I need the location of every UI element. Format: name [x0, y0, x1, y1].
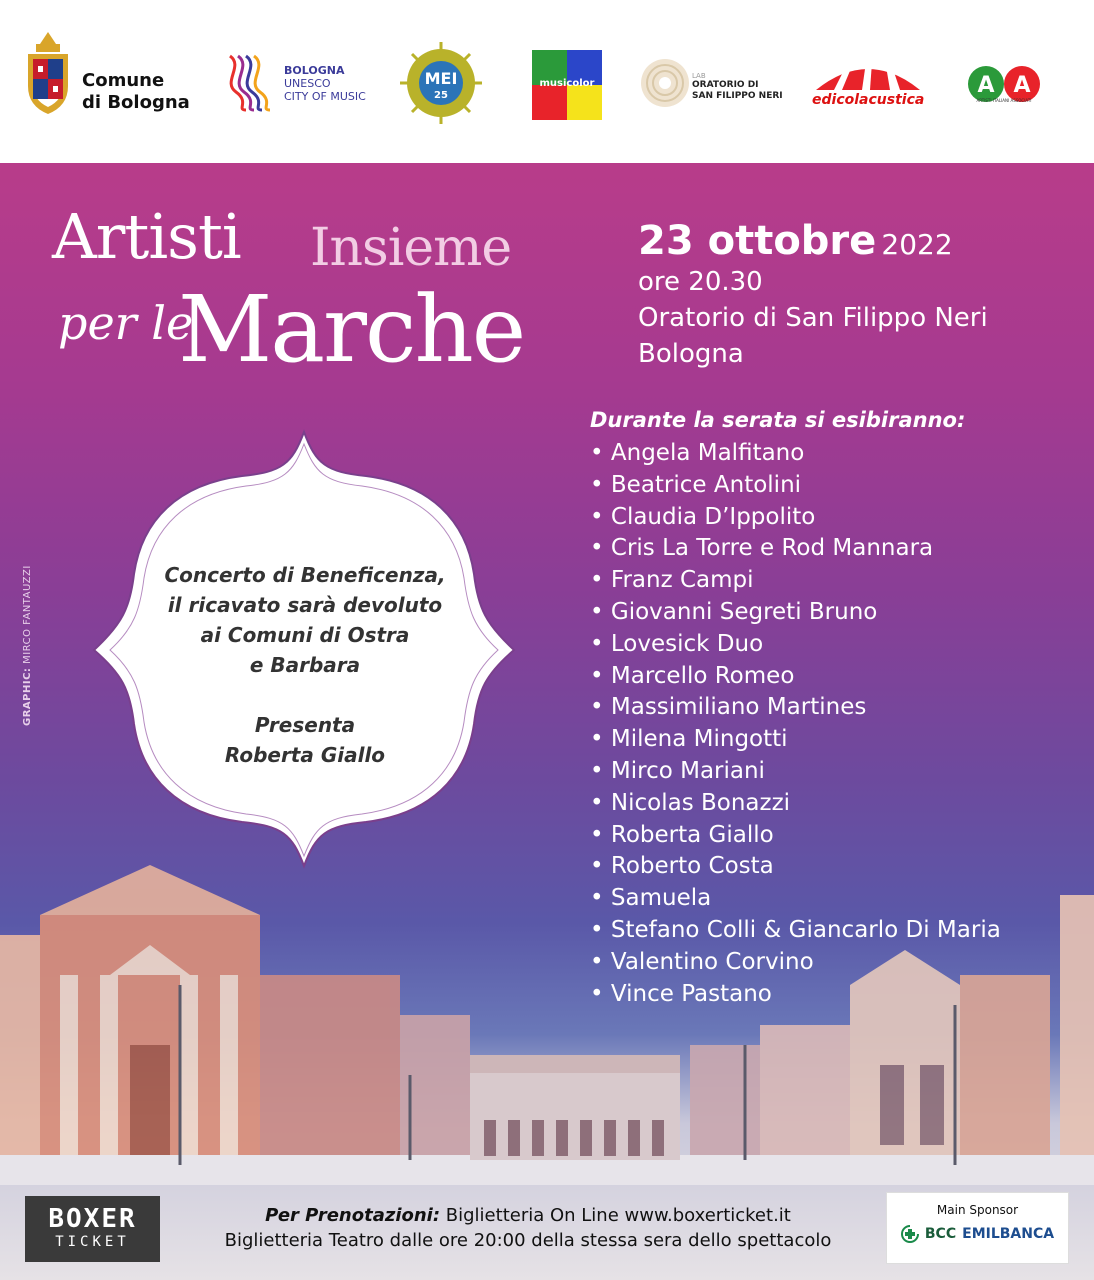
graphic-credit-name: MIRCO FANTAUZZI [22, 565, 33, 664]
mei-badge-icon [398, 40, 484, 126]
svg-text:A: A [977, 73, 995, 98]
san-filippo-label: SAN FILIPPO NERI [692, 91, 783, 101]
graphic-credit-label: GRAPHIC: [22, 667, 33, 726]
edicolacustica-label: edicolacustica [812, 92, 925, 108]
ticket-label: TICKET [55, 1234, 130, 1250]
list-item: • Samuela [590, 883, 1001, 915]
aa-circles-icon [966, 64, 1042, 104]
edicolacustica-logo [812, 56, 924, 112]
list-item: • Beatrice Antolini [590, 470, 1001, 502]
booking-theatre: Biglietteria Teatro dalle ore 20:00 della stessa sera dello spettacolo [224, 1230, 832, 1251]
list-item: • Mirco Mariani [590, 756, 1001, 788]
list-item: • Giovanni Segreti Bruno [590, 597, 1001, 629]
event-venue: Oratorio di San Filippo Neri [638, 303, 988, 333]
event-info [638, 218, 988, 372]
aa-sub-label: ARTISTI ITALIANI ASSOCIATI [976, 98, 1032, 103]
main-sponsor [886, 1192, 1069, 1264]
bologna-label: BOLOGNA [284, 64, 345, 77]
list-item: • Claudia D’Ippolito [590, 502, 1001, 534]
booking-online[interactable]: Biglietteria On Line www.boxerticket.it [445, 1205, 791, 1226]
charity-line-2: il ricavato sarà devoluto [167, 593, 443, 617]
svg-text:A: A [1013, 73, 1031, 98]
list-item: • Roberta Giallo [590, 820, 1001, 852]
musicolor-logo [532, 50, 602, 120]
oratorio-lab-label: LAB [692, 72, 706, 80]
music-waves-icon [226, 52, 276, 114]
list-item: • Lovesick Duo [590, 629, 1001, 661]
awning-icon [812, 56, 924, 96]
oratorio-rings-icon [640, 50, 690, 116]
list-item: • Stefano Colli & Giancarlo Di Maria [590, 915, 1001, 947]
event-city: Bologna [638, 339, 744, 369]
list-item: • Marcello Romeo [590, 661, 1001, 693]
comune-city-label: di Bologna [82, 92, 190, 113]
bologna-city-of-music-logo [226, 52, 386, 114]
charity-line-1: Concerto di Beneficenza, [164, 563, 446, 587]
mei-25-logo [398, 40, 484, 126]
title-artisti: Artisti [52, 200, 241, 273]
list-item: • Milena Mingotti [590, 724, 1001, 756]
graphic-credit [22, 565, 33, 726]
list-item: • Vince Pastano [590, 979, 1001, 1011]
bologna-crest-icon [22, 30, 74, 116]
list-item: • Franz Campi [590, 565, 1001, 597]
title-per-le: per le [58, 296, 194, 350]
charity-line-3: ai Comuni di Ostra [200, 623, 410, 647]
oratorio-lab-logo [640, 50, 790, 116]
performers-list [590, 438, 1001, 1010]
list-item: • Massimiliano Martines [590, 692, 1001, 724]
oratorio-label: ORATORIO DI [692, 80, 759, 90]
list-item: • Roberto Costa [590, 851, 1001, 883]
sponsor-label: Main Sponsor [936, 1203, 1019, 1217]
artisti-associati-logo [966, 64, 1042, 104]
mei-label: MEI [424, 69, 458, 88]
booking-info [168, 1203, 888, 1253]
sponsor-bcc: BCC [924, 1226, 957, 1242]
logos-bar [0, 0, 1094, 163]
list-item: • Valentino Corvino [590, 947, 1001, 979]
title-marche: Marche [178, 276, 525, 383]
sponsor-emilbanca: EMILBANCA [962, 1226, 1055, 1242]
bcc-cross-icon [901, 1225, 919, 1243]
list-item: • Angela Malfitano [590, 438, 1001, 470]
list-item: • Nicolas Bonazzi [590, 788, 1001, 820]
musicolor-label: musicolor [539, 78, 595, 89]
cartouche-text [110, 560, 500, 770]
performers-heading: Durante la serata si esibiranno: [590, 408, 966, 432]
mei-number-label: 25 [434, 90, 448, 101]
unesco-label: UNESCO [284, 77, 331, 90]
boxer-label: BOXER [48, 1204, 137, 1234]
presenter-label: Presenta [254, 713, 356, 737]
charity-line-4: e Barbara [249, 653, 361, 677]
comune-label: Comune [82, 70, 165, 91]
event-date: 23 ottobre [638, 218, 877, 264]
event-year: 2022 [881, 228, 953, 261]
event-time: ore 20.30 [638, 267, 763, 297]
comune-di-bologna-logo [22, 30, 202, 120]
title-insieme: Insieme [310, 218, 512, 278]
boxer-ticket-logo[interactable] [25, 1196, 160, 1262]
city-of-music-label: CITY OF MUSIC [284, 90, 366, 103]
presenter-name: Roberta Giallo [224, 743, 386, 767]
list-item: • Cris La Torre e Rod Mannara [590, 533, 1001, 565]
booking-label: Per Prenotazioni: [265, 1205, 441, 1226]
